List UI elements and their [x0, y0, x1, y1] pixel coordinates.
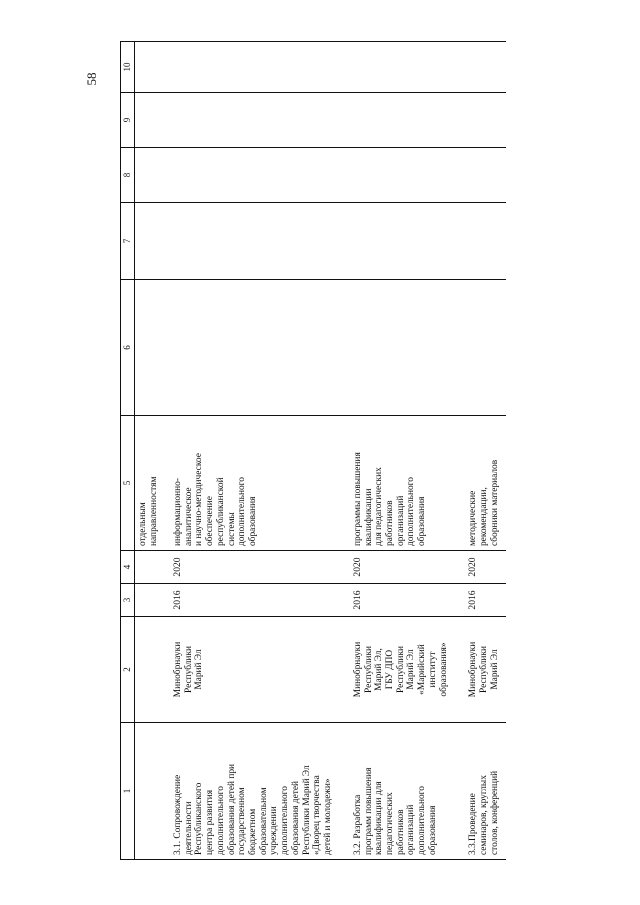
- empty-col-7: [170, 203, 340, 280]
- activity-text-line: дополнительного: [417, 786, 428, 855]
- activity-text-line: бюджетном: [248, 808, 259, 855]
- column-header-8: 8: [121, 148, 135, 203]
- start-year-value: 2016: [467, 590, 479, 610]
- column-header-4: 4: [121, 551, 135, 584]
- activity-text-line: семинаров, круглых: [478, 775, 489, 855]
- end-year-cell: [465, 551, 506, 584]
- activity-cell: [350, 723, 455, 860]
- activity-text-line: столов, конференций: [489, 770, 500, 855]
- executor-cell: [350, 617, 455, 723]
- executor-text-line: институт: [427, 651, 438, 688]
- executor-text-line: Марий Эл: [194, 649, 205, 690]
- column-header-1: 1: [121, 723, 135, 860]
- continuation-col-9: [135, 93, 171, 148]
- empty-col-10: [170, 42, 340, 93]
- result-text-line: организаций: [395, 495, 406, 546]
- result-text-line: программы повышения: [352, 452, 363, 546]
- executor-text-line: Минобрнауки: [468, 641, 479, 698]
- empty-col-6: [170, 280, 340, 416]
- continuation-row: [135, 42, 171, 860]
- activity-text-line: образования: [427, 805, 438, 855]
- continuation-col-3: [135, 584, 171, 617]
- result-cell: [350, 416, 455, 551]
- activity-text-line: государственном: [237, 787, 248, 855]
- rotated-table-container: [120, 62, 500, 860]
- result-text-line: дополнительного: [237, 477, 248, 546]
- continuation-col-4: [135, 551, 171, 584]
- end-year-value: 2020: [467, 557, 479, 577]
- executor-text-line: Марий Эл: [489, 649, 500, 690]
- start-year-cell: [170, 584, 340, 617]
- activity-text-line: образовательном: [258, 787, 269, 855]
- column-header-6: 6: [121, 280, 135, 416]
- empty-col-10: [465, 42, 506, 93]
- activity-cell: [170, 723, 340, 860]
- executor-cell: [465, 617, 506, 723]
- activity-text-line: центра развития: [205, 789, 216, 855]
- table-row-3-2: [350, 42, 455, 860]
- result-cell: [465, 416, 506, 551]
- activity-text-line: работников: [395, 809, 406, 855]
- table-row-3-1: [170, 42, 340, 860]
- empty-col-9: [465, 93, 506, 148]
- activity-text-line: организаций: [406, 804, 417, 855]
- result-text-line: образования: [417, 496, 428, 546]
- activity-text-line: деятельности: [183, 801, 194, 855]
- empty-col-9: [350, 93, 455, 148]
- result-text-line: обеспечение: [205, 496, 216, 546]
- continuation-col-1: [135, 723, 171, 860]
- result-text-line: рекомендации,: [478, 487, 489, 546]
- program-table: [120, 41, 506, 860]
- executor-text-line: Республики: [183, 645, 194, 694]
- result-text-line: системы: [226, 512, 237, 546]
- activity-text-line: квалификации для: [374, 781, 385, 855]
- activity-text-line: 3.3.Проведение: [468, 793, 479, 855]
- result-text-line: образования: [248, 496, 259, 546]
- page-number: 58: [84, 72, 99, 86]
- continuation-text-line: направленностям: [148, 476, 159, 546]
- start-year-value: 2016: [351, 590, 363, 610]
- column-header-3: 3: [121, 584, 135, 617]
- result-text-line: методические: [468, 490, 479, 546]
- row-spacer: [455, 42, 465, 860]
- executor-text-line: Республики: [395, 645, 406, 694]
- row-spacer: [340, 42, 350, 860]
- result-cell: [170, 416, 340, 551]
- continuation-text-line: отдельным: [138, 502, 148, 546]
- empty-col-9: [170, 93, 340, 148]
- result-text-line: для педагогических: [374, 467, 385, 546]
- end-year-cell: [350, 551, 455, 584]
- result-text-line: информационно-: [173, 478, 183, 546]
- result-text-line: квалификации: [363, 488, 374, 546]
- result-text-line: аналитическое: [183, 487, 194, 546]
- activity-text-line: 3.1. Сопровождение: [173, 774, 183, 855]
- continuation-col-5: [135, 416, 171, 551]
- executor-text-line: «Марийский: [417, 644, 428, 695]
- column-header-5: 5: [121, 416, 135, 551]
- empty-col-6: [465, 280, 506, 416]
- executor-text-line: Минобрнауки: [173, 641, 183, 698]
- activity-text-line: Республики Марий Эл: [301, 765, 312, 855]
- executor-text-line: Марий Эл,: [374, 648, 385, 691]
- executor-text-line: Республики: [363, 645, 374, 694]
- activity-text-line: учреждении: [269, 806, 280, 855]
- result-text-line: дополнительного: [406, 477, 417, 546]
- empty-col-6: [350, 280, 455, 416]
- result-text-line: республиканской: [215, 477, 226, 546]
- activity-text-line: детей и молодежи»: [323, 778, 334, 855]
- executor-text-line: Республики: [478, 645, 489, 694]
- activity-cell: [465, 723, 506, 860]
- column-header-2: 2: [121, 617, 135, 723]
- result-text-line: сборники материалов: [489, 459, 500, 546]
- empty-col-7: [465, 203, 506, 280]
- continuation-col-7: [135, 203, 171, 280]
- end-year-cell: [170, 551, 340, 584]
- activity-text-line: образования детей при: [226, 763, 237, 855]
- continuation-col-2: [135, 617, 171, 723]
- start-year-cell: [350, 584, 455, 617]
- start-year-cell: [465, 584, 506, 617]
- continuation-col-8: [135, 148, 171, 203]
- empty-col-8: [465, 148, 506, 203]
- activity-text-line: дополнительного: [280, 786, 291, 855]
- executor-text-line: ГБУ ДПО: [384, 649, 395, 690]
- end-year-value: 2020: [351, 557, 363, 577]
- empty-col-10: [350, 42, 455, 93]
- continuation-col-6: [135, 280, 171, 416]
- result-text-line: и научно-методическое: [194, 453, 205, 546]
- continuation-col-10: [135, 42, 171, 93]
- executor-text-line: образования»: [438, 642, 449, 697]
- activity-text-line: «Дворец творчества: [312, 775, 323, 855]
- activity-text-line: 3.2. Разработка: [352, 794, 363, 855]
- result-text-line: работников: [384, 500, 395, 546]
- start-year-value: 2016: [172, 590, 183, 610]
- executor-text-line: Минобрнауки: [352, 641, 363, 698]
- activity-text-line: дополнительного: [215, 786, 226, 855]
- executor-cell: [170, 617, 340, 723]
- empty-col-8: [170, 148, 340, 203]
- table-header-row: [121, 42, 135, 860]
- activity-text-line: образования детей: [290, 780, 301, 855]
- table-row-3-3: [465, 42, 506, 860]
- activity-text-line: программ повышения: [363, 767, 374, 855]
- column-header-7: 7: [121, 203, 135, 280]
- activity-text-line: педагогических: [384, 792, 395, 855]
- executor-text-line: Марий Эл: [406, 649, 417, 690]
- column-header-9: 9: [121, 93, 135, 148]
- empty-col-7: [350, 203, 455, 280]
- activity-text-line: Республиканского: [194, 782, 205, 855]
- empty-col-8: [350, 148, 455, 203]
- end-year-value: 2020: [172, 557, 183, 577]
- column-header-10: 10: [121, 42, 135, 93]
